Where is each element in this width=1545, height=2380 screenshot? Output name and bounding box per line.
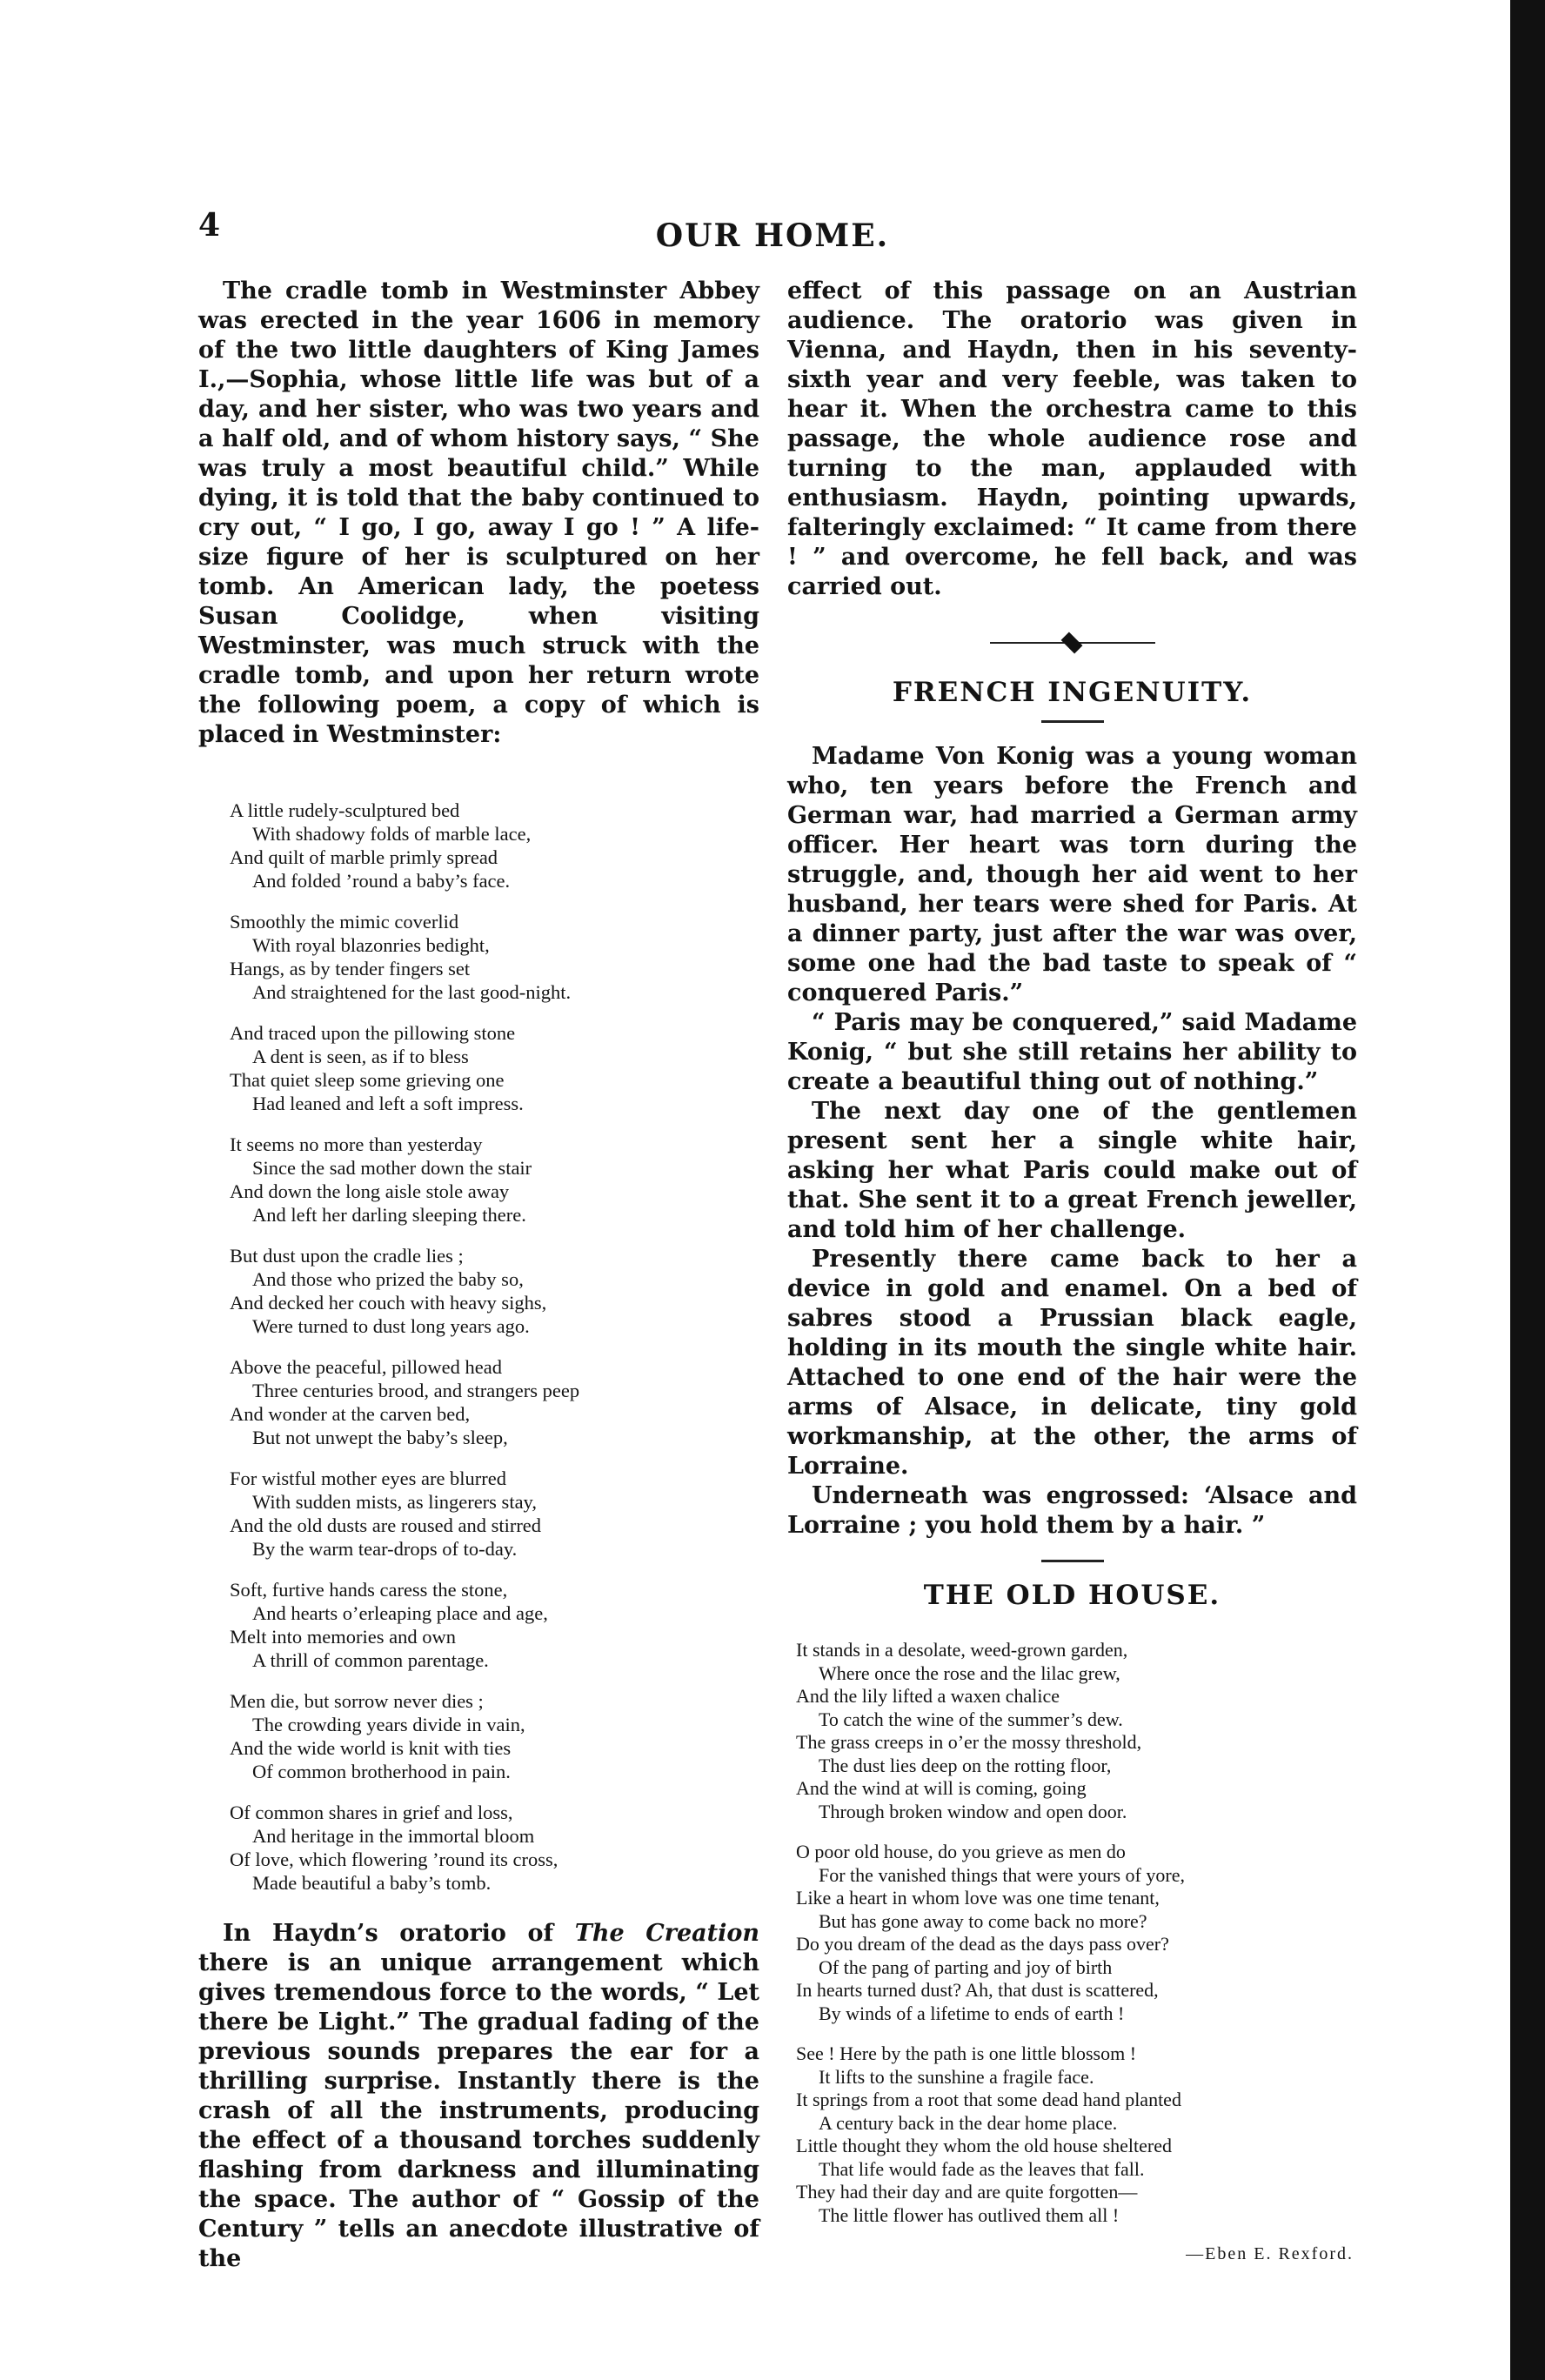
poem-line: Where once the rose and the lilac grew, [819,1661,1120,1684]
left-column [198,277,759,2274]
old-house-heading: THE OLD HOUSE. [923,1580,1221,1611]
poem-line: Above the peaceful, pillowed head [230,1356,503,1378]
running-head: OUR HOME. [655,217,890,254]
haydn-paragraph [198,1919,759,2274]
poem-line: It seems no more than yesterday [230,1133,483,1155]
poem-line: Of the pang of parting and joy of birth [819,1955,1113,1978]
poem-line: Men die, but sorrow never dies ; [230,1690,484,1712]
poem-line: And those who prized the baby so, [252,1268,524,1290]
poem-author-signature: —Eben E. Rexford. [1186,2244,1354,2263]
poem-line: And traced upon the pillowing stone [230,1022,516,1044]
french-paragraph: The next day one of the gentlemen present sent her a single white hair, asking her what Paris could make out of that. She sent it to a great French jeweller, and told him of her challenge. [787,1098,1357,1243]
poem-line: Through broken window and open door. [819,1800,1127,1822]
french-paragraph: Madame Von Konig was a young woman who, ten years before the French and German war, had married a German army officer. Her heart was torn during the struggle, and, though her aid went to her husband, her tears were shed for Paris. At a dinner party, just after the war was over, some one had the bad taste to speak of “ conquered Paris.” [787,743,1357,1006]
poem-line: It springs from a root that some dead hand planted [796,2089,1181,2110]
poem-line: And wonder at the carven bed, [230,1403,471,1425]
poem-line: Made beautiful a baby’s tomb. [252,1872,492,1894]
poem-line: Had leaned and left a soft impress. [252,1093,524,1114]
section-divider-ornament [990,637,1155,649]
poem-line: Hangs, as by tender fingers set [230,958,471,979]
poem-line: And the wind at will is coming, going [796,1777,1087,1799]
poem-line: Smoothly the mimic coverlid [230,911,459,933]
poem-line: Were turned to dust long years ago. [252,1315,530,1337]
haydn-text-start: In Haydn’s oratorio of [223,1920,575,1947]
poem-line: For the vanished things that were yours of yore, [819,1863,1185,1886]
old-house-poem [796,1639,1357,2227]
poem-stanza [230,1801,759,1895]
poem-line: It stands in a desolate, weed-grown garden, [796,1639,1128,1661]
poem-line: And the lily lifted a waxen chalice [796,1685,1060,1707]
poem-line: And left her darling sleeping there. [252,1204,526,1226]
poem-line: Do you dream of the dead as the days pass over? [796,1933,1169,1955]
poem-line: That life would fade as the leaves that fall. [819,2157,1145,2180]
poem-line: But dust upon the cradle lies ; [230,1245,464,1267]
poem-stanza [230,1689,759,1783]
poem-line: With shadowy folds of marble lace, [252,823,532,845]
poem-line: A little rudely-sculptured bed [230,799,460,821]
cradle-tomb-intro: The cradle tomb in Westminster Abbey was erected in the year 1606 in memory of the two little daughters of King James I.,—Sophia, whose little life was but of a day, and her sister, who was two years and a half old, and of whom history says, “ She was truly a most beautiful child.” While dying, it is told that the baby continued to cry out, “ I go, I go, away I go ! ” A life-size figure of her is sculptured on her tomb. An American lady, the poetess Susan Coolidge, when visiting Westminster, was much struck with the cradle tomb, and upon her return wrote the following poem, a copy of which is placed in Westminster: [198,277,759,748]
poem-line: Of common shares in grief and loss, [230,1802,513,1823]
poem-line: For wistful mother eyes are blurred [230,1467,507,1489]
french-ingenuity-heading: FRENCH INGENUITY. [892,677,1253,708]
poem-line: O poor old house, do you grieve as men do [796,1841,1126,1862]
poem-line: It lifts to the sunshine a fragile face. [819,2065,1094,2088]
poem-line: A dent is seen, as if to bless [252,1046,469,1067]
poem-line: The little flower has outlived them all ! [819,2203,1120,2226]
poem-line: And quilt of marble primly spread [230,846,498,868]
poem-line: See ! Here by the path is one little blossom ! [796,2042,1137,2064]
poem-line: And decked her couch with heavy sighs, [230,1292,547,1314]
poem-line: And straightened for the last good-night. [252,981,572,1003]
poem-line: Since the sad mother down the stair [252,1157,532,1179]
poem-line: To catch the wine of the summer’s dew. [819,1708,1123,1730]
poem-line: That quiet sleep some grieving one [230,1069,505,1091]
oratorio-title: The Creation [574,1920,759,1947]
poem-line: And hearts o’erleaping place and age, [252,1602,548,1624]
poem-line: Three centuries brood, and strangers peep [252,1380,580,1401]
poem-stanza [230,1467,759,1561]
poem-line: Melt into memories and own [230,1626,456,1648]
poem-line: Of common brotherhood in pain. [252,1761,511,1782]
poem-stanza [796,2042,1357,2227]
poem-line: They had their day and are quite forgotten— [796,2181,1138,2203]
poem-line: But not unwept the baby’s sleep, [252,1427,508,1448]
poem-line: And folded ’round a baby’s face. [252,870,511,892]
poem-stanza [796,1841,1357,2025]
poem-line: A century back in the dear home place. [819,2111,1118,2134]
poem-line: And the old dusts are roused and stirred [230,1514,542,1536]
french-paragraph: “ Paris may be conquered,” said Madame Konig, “ but she still retains her ability to create a beautiful thing out of nothing.” [787,1009,1357,1095]
poem-stanza [230,1133,759,1227]
haydn-text-end: there is an unique arrangement which gives tremendous force to the words, “ Let there be Light.” The gradual fading of the previous sounds prepares the ear for a thrilling surprise. Instantly there is the crash of all the instruments, producing the effect of a thousand torches suddenly flashing from darkness and illuminating the space. The author of “ Gossip of the Century ” tells an anecdote illustrative of the [198,1949,759,2272]
page-number: 4 [198,207,221,244]
poem-line: And the wide world is knit with ties [230,1737,512,1759]
poem-line: A thrill of common parentage. [252,1649,489,1671]
french-paragraph: Presently there came back to her a device in gold and enamel. On a bed of sabres stood a Prussian black eagle, holding in its mouth the single white hair. Attached to one end of the hair were the arms of Alsace, in delicate, tiny gold workmanship, at the other, the arms of Lorraine. [787,1246,1357,1480]
heading-rule [1041,1560,1104,1562]
poem-line: But has gone away to come back no more? [819,1909,1147,1932]
poem-line: Soft, furtive hands caress the stone, [230,1579,508,1601]
poem-line: The grass creeps in o’er the mossy threshold, [796,1731,1142,1753]
right-column [787,277,1357,2264]
french-paragraph: Underneath was engrossed: ‘Alsace and Lorraine ; you hold them by a hair. ” [787,1482,1357,1539]
cradle-tomb-poem [230,799,759,1895]
poem-stanza [230,1021,759,1115]
poem-stanza [230,799,759,892]
poem-line: And heritage in the immortal bloom [252,1825,535,1847]
poem-stanza [230,1578,759,1672]
poem-stanza [796,1639,1357,1823]
poem-stanza [230,1355,759,1449]
poem-line: The dust lies deep on the rotting floor, [819,1754,1112,1776]
poem-line: With royal blazonries bedight, [252,934,490,956]
poem-line: The crowding years divide in vain, [252,1714,525,1735]
poem-line: And down the long aisle stole away [230,1180,510,1202]
heading-rule [1041,720,1104,723]
poem-line: Of love, which flowering ’round its cross, [230,1849,558,1870]
poem-stanza [230,910,759,1004]
poem-stanza [230,1244,759,1338]
page-edge-border [1510,0,1545,2380]
poem-line: Little thought they whom the old house sheltered [796,2135,1172,2156]
poem-line: By the warm tear-drops of to-day. [252,1538,518,1560]
poem-line: With sudden mists, as lingerers stay, [252,1491,537,1513]
poem-line: In hearts turned dust? Ah, that dust is scattered, [796,1979,1159,2001]
haydn-paragraph-continued: effect of this passage on an Austrian audience. The oratorio was given in Vienna, and Haydn, then in his seventy-sixth year and very feeble, was taken to hear it. When the orchestra came to this passage, the whole audience rose and turning to the man, applauded with enthusiasm. Haydn, pointing upwards, falteringly exclaimed: “ It came from there ! ” and overcome, he fell back, and was carried out. [787,277,1357,600]
poem-line: Like a heart in whom love was one time tenant, [796,1887,1160,1909]
poem-line: By winds of a lifetime to ends of earth ! [819,2002,1125,2024]
